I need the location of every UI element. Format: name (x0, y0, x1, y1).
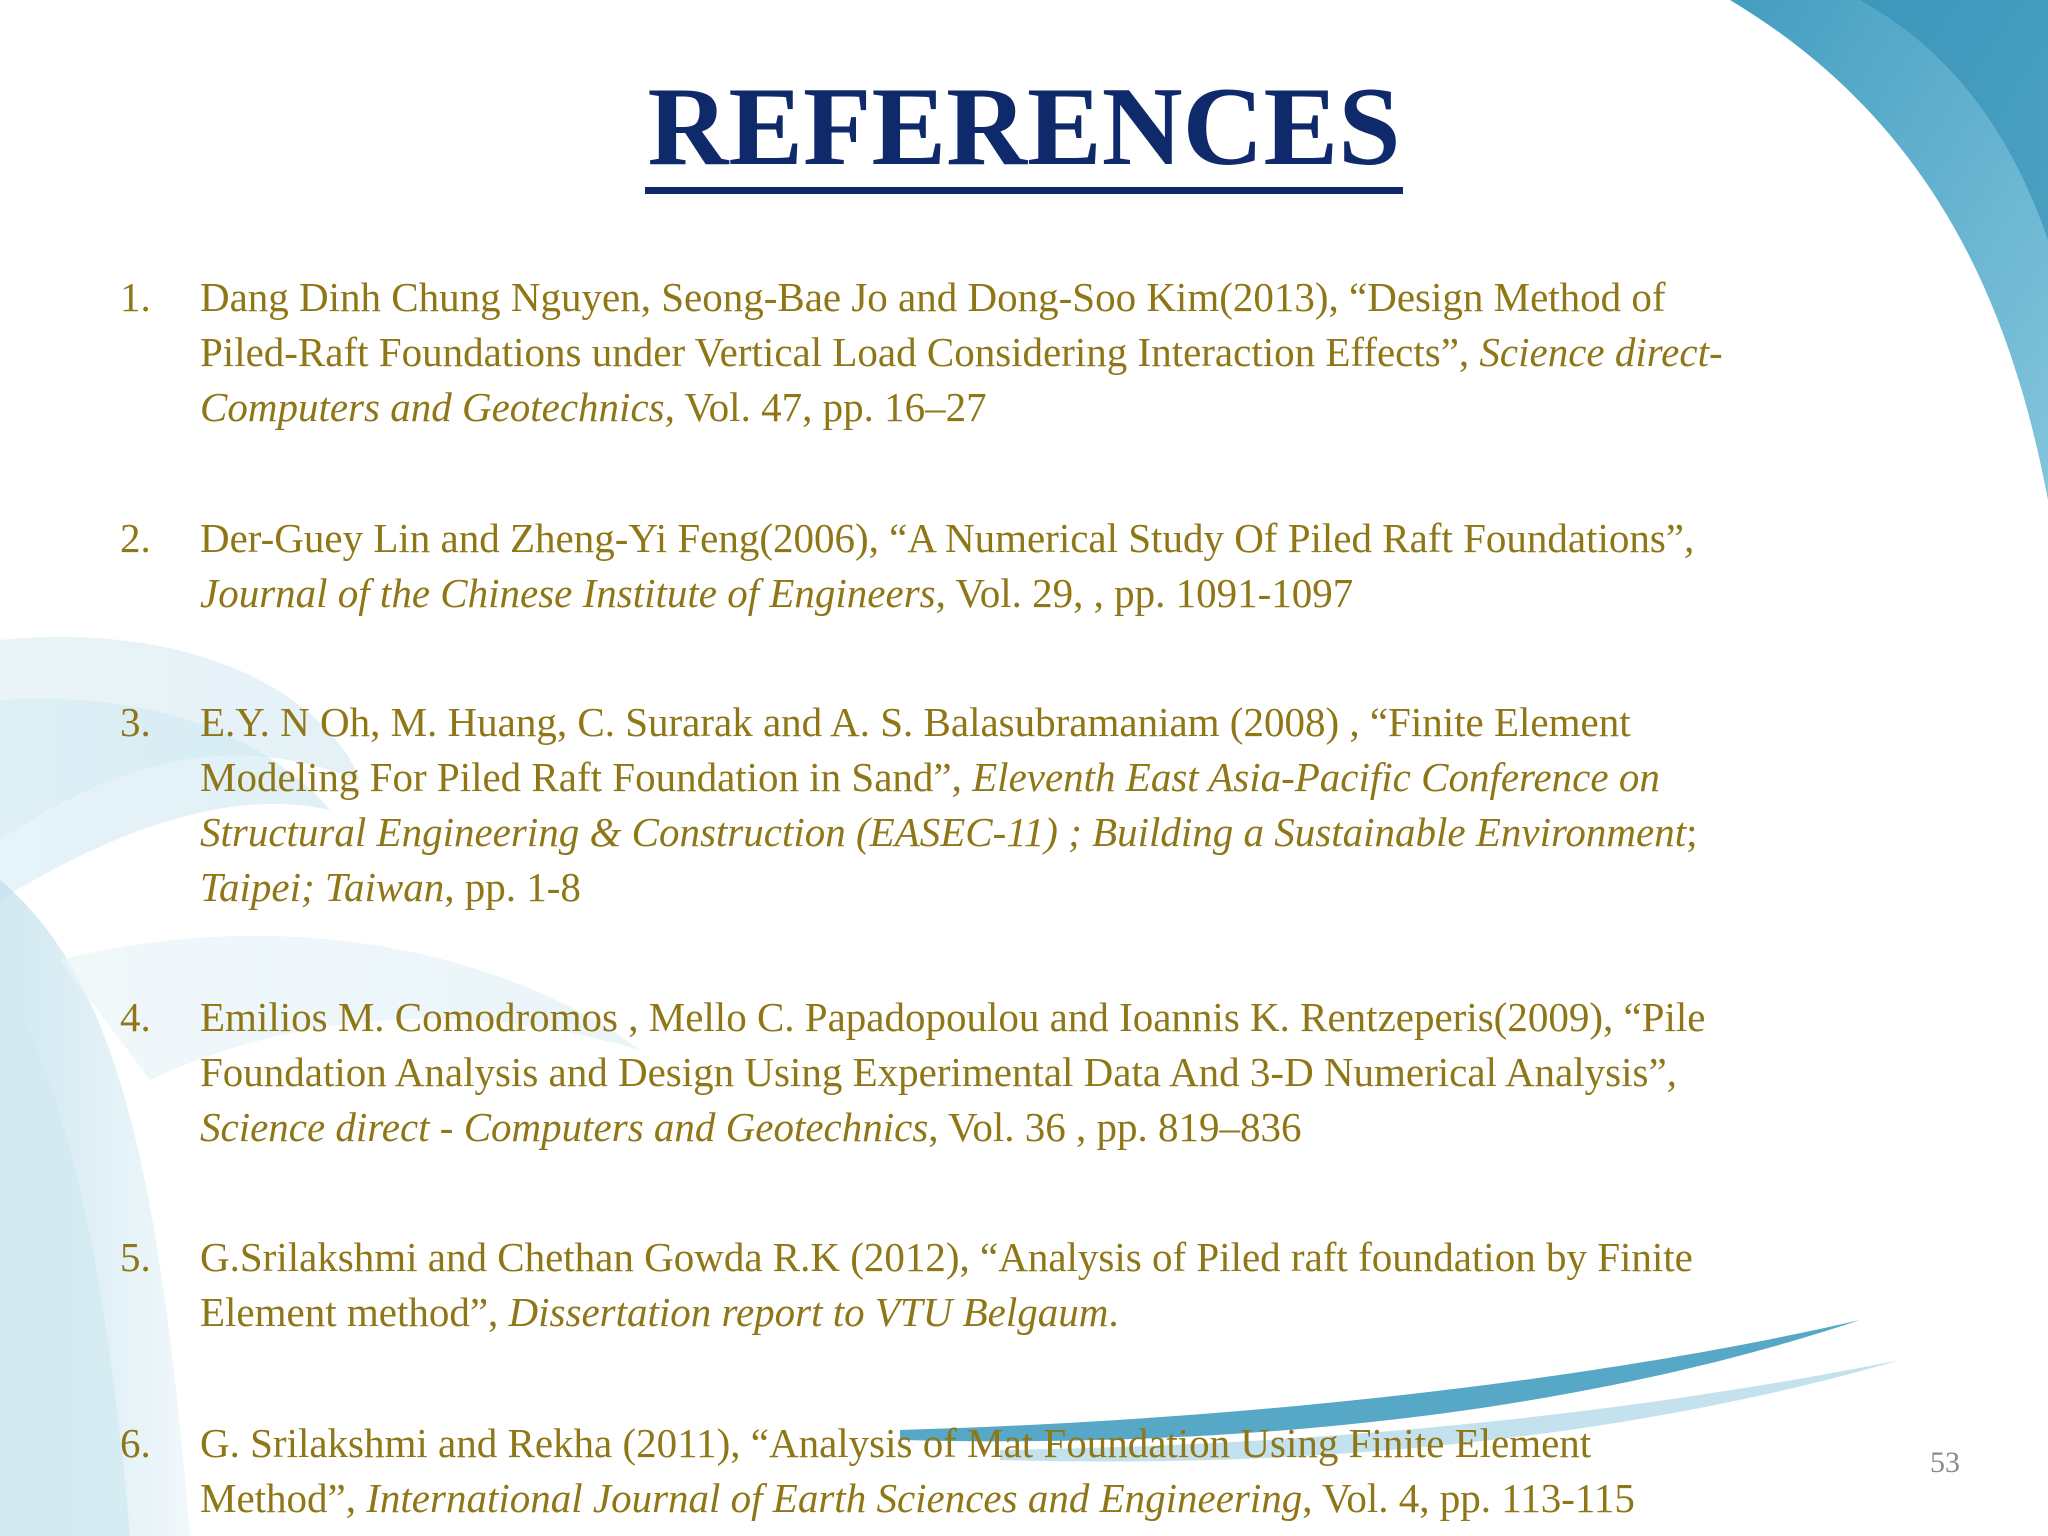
page-number: 53 (1930, 1446, 1960, 1479)
reference-text: , Vol. 36 , pp. 819–836 (928, 1104, 1302, 1150)
reference-line (200, 566, 2020, 621)
reference-line (200, 1416, 2020, 1471)
reference-text: Dang Dinh Chung Nguyen, Seong-Bae Jo and Dong-Soo Kim(2013), “Design Method of (200, 274, 1666, 320)
reference-line (200, 805, 2020, 860)
reference-text: Emilios M. Comodromos , Mello C. Papadopoulou and Ioannis K. Rentzeperis(2009), “Pile (200, 994, 1706, 1040)
reference-text: Der-Guey Lin and Zheng-Yi Feng(2006), “A Numerical Study Of Piled Raft Foundations” (200, 515, 1685, 561)
reference-line (200, 511, 2020, 566)
reference-source: Taipei; Taiwan (200, 864, 445, 910)
reference-text: , Vol. 29, , pp. 1091-1097 (935, 570, 1354, 616)
reference-text: ; (1686, 809, 1698, 855)
reference-number: 3. (120, 699, 151, 745)
reference-line (200, 270, 2020, 325)
reference-source: Science direct- (1479, 329, 1723, 375)
reference-line (200, 380, 2020, 435)
reference-text: Element method”, (200, 1289, 509, 1335)
reference-line (200, 695, 2020, 750)
reference-text: , Vol. 4, pp. 113-115 (1302, 1475, 1635, 1521)
reference-text: , (1666, 1049, 1677, 1095)
reference-body (200, 511, 2020, 621)
reference-text: , (1684, 515, 1695, 561)
reference-text: Piled-Raft Foundations under Vertical Load Considering Interaction Effects”, (200, 329, 1480, 375)
reference-line (200, 325, 2020, 380)
reference-line (200, 1100, 2020, 1155)
reference-line (200, 990, 2020, 1045)
reference-text: G.Srilakshmi and Chethan Gowda R.K (2012), “Analysis of Piled raft foundation by Finite (200, 1234, 1693, 1280)
reference-body (200, 990, 2020, 1155)
reference-line (200, 750, 2020, 805)
reference-text: G. Srilakshmi and Rekha (2011), “Analysis of Mat Foundation Using Finite Element (200, 1420, 1592, 1466)
reference-line (200, 1230, 2020, 1285)
reference-number: 5. (120, 1234, 151, 1280)
reference-text: . (1108, 1289, 1119, 1335)
reference-source: Dissertation report to VTU Belgaum (508, 1289, 1109, 1335)
reference-number: 4. (120, 994, 151, 1040)
reference-text: Foundation Analysis and Design Using Experimental Data And 3-D Numerical Analysis” (200, 1049, 1667, 1095)
reference-text: , Vol. 47, pp. 16–27 (664, 384, 987, 430)
reference-body (200, 1416, 2020, 1526)
reference-text: , pp. 1-8 (444, 864, 581, 910)
reference-body (200, 270, 2020, 435)
reference-source: Structural Engineering & Construction (EASEC-11) ; Building a Sustainable Environment (200, 809, 1687, 855)
slide-title-text: REFERENCES (645, 67, 1402, 194)
reference-text: Method”, (200, 1475, 367, 1521)
reference-text: Modeling For Piled Raft Foundation in Sand”, (200, 754, 973, 800)
reference-text: E.Y. N Oh, M. Huang, C. Surarak and A. S. Balasubramaniam (2008) , “Finite Element (200, 699, 1631, 745)
reference-source: Science direct - Computers and Geotechnics (200, 1104, 929, 1150)
reference-body (200, 695, 2020, 915)
reference-source: Computers and Geotechnics (200, 384, 665, 430)
reference-number: 2. (120, 515, 151, 561)
reference-source: International Journal of Earth Sciences and Engineering (366, 1475, 1303, 1521)
reference-number: 6. (120, 1420, 151, 1466)
reference-source: Journal of the Chinese Institute of Engineers (200, 570, 936, 616)
reference-number: 1. (120, 274, 151, 320)
reference-body (200, 1230, 2020, 1340)
reference-line (200, 1285, 2020, 1340)
reference-line (200, 1045, 2020, 1100)
reference-line (200, 1471, 2020, 1526)
reference-line (200, 860, 2020, 915)
reference-source: Eleventh East Asia-Pacific Conference on (972, 754, 1660, 800)
